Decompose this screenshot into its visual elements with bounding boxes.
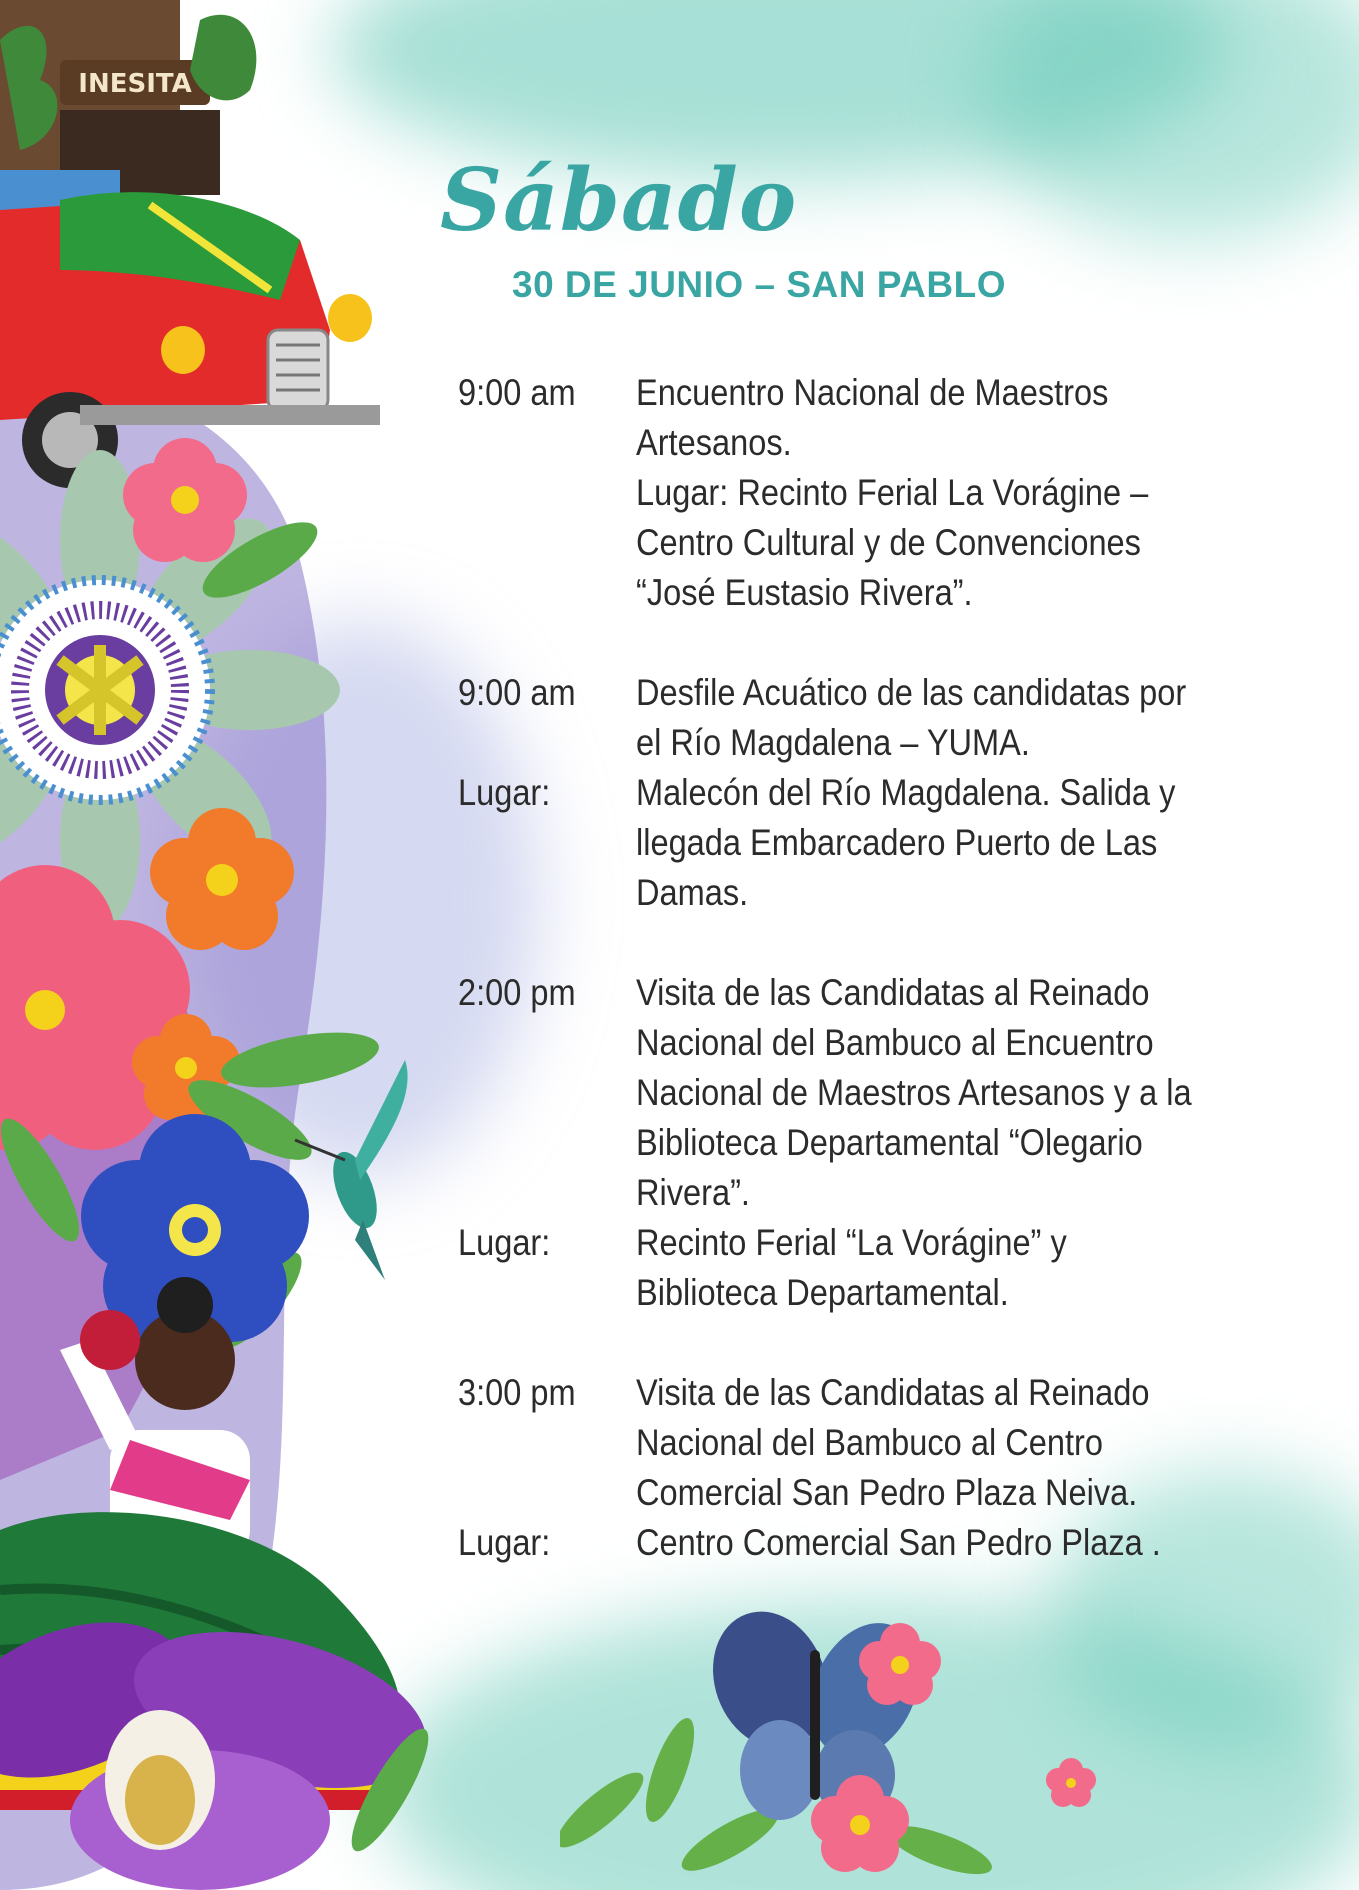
wash-top-right bbox=[980, 0, 1359, 240]
description-line: Desfile Acuático de las candidatas por bbox=[636, 672, 1187, 713]
event-row bbox=[458, 368, 1318, 618]
date-place-subtitle: 30 DE JUNIO – SAN PABLO bbox=[512, 264, 1006, 305]
event-time: 3:00 pm bbox=[458, 1372, 576, 1413]
place-label: Lugar: bbox=[458, 1522, 551, 1563]
event-place-row bbox=[458, 768, 1318, 918]
event-row bbox=[458, 968, 1318, 1218]
description-line: Visita de las Candidatas al Reinado bbox=[636, 1372, 1150, 1413]
event-place-row bbox=[458, 1518, 1318, 1568]
description-line: Comercial San Pedro Plaza Neiva. bbox=[636, 1472, 1138, 1513]
description-line: Rivera”. bbox=[636, 1172, 750, 1213]
event-time: 9:00 am bbox=[458, 372, 576, 413]
description-line: Visita de las Candidatas al Reinado bbox=[636, 972, 1150, 1013]
description-line: Malecón del Río Magdalena. Salida y bbox=[636, 772, 1176, 813]
decorative-side-art bbox=[0, 0, 430, 1890]
event-3 bbox=[458, 968, 1318, 1318]
event-time: 9:00 am bbox=[458, 672, 576, 713]
event-description bbox=[636, 968, 1236, 1218]
description-line: Nacional de Maestros Artesanos y a la bbox=[636, 1072, 1192, 1113]
event-1 bbox=[458, 368, 1318, 618]
event-row bbox=[458, 1368, 1318, 1518]
description-line: llegada Embarcadero Puerto de Las bbox=[636, 822, 1158, 863]
bottom-decorations bbox=[560, 1600, 1120, 1890]
pink-flower-bottom-3-icon bbox=[1046, 1758, 1096, 1807]
description-line: Biblioteca Departamental. bbox=[636, 1272, 1009, 1313]
bus-sign: INESITA bbox=[78, 69, 192, 99]
place-label: Lugar: bbox=[458, 772, 551, 813]
description-line: el Río Magdalena – YUMA. bbox=[636, 722, 1030, 763]
day-title: Sábado bbox=[440, 150, 798, 251]
place-label: Lugar: bbox=[458, 1222, 551, 1263]
description-line: Encuentro Nacional de Maestros bbox=[636, 372, 1109, 413]
description-line: Nacional del Bambuco al Encuentro bbox=[636, 1022, 1154, 1063]
description-line: Lugar: Recinto Ferial La Vorágine – bbox=[636, 472, 1149, 513]
place-description bbox=[636, 1518, 1236, 1568]
description-line: Damas. bbox=[636, 872, 749, 913]
place-description bbox=[636, 1218, 1236, 1318]
event-2 bbox=[458, 668, 1318, 918]
place-description bbox=[636, 768, 1236, 918]
schedule-list bbox=[458, 368, 1318, 1618]
hummingbird-icon bbox=[295, 1060, 408, 1280]
description-line: Artesanos. bbox=[636, 422, 792, 463]
event-description bbox=[636, 368, 1236, 618]
description-line: Recinto Ferial “La Vorágine” y bbox=[636, 1222, 1067, 1263]
description-line: Centro Comercial San Pedro Plaza . bbox=[636, 1522, 1161, 1563]
chiva-bus-icon bbox=[0, 0, 380, 488]
description-line: Biblioteca Departamental “Olegario bbox=[636, 1122, 1143, 1163]
event-time: 2:00 pm bbox=[458, 972, 576, 1013]
description-line: Nacional del Bambuco al Centro bbox=[636, 1422, 1103, 1463]
event-description bbox=[636, 668, 1236, 768]
event-description bbox=[636, 1368, 1236, 1518]
event-4 bbox=[458, 1368, 1318, 1568]
event-place-row bbox=[458, 1218, 1318, 1318]
description-line: Centro Cultural y de Convenciones bbox=[636, 522, 1141, 563]
description-line: “José Eustasio Rivera”. bbox=[636, 572, 973, 613]
event-row bbox=[458, 668, 1318, 768]
